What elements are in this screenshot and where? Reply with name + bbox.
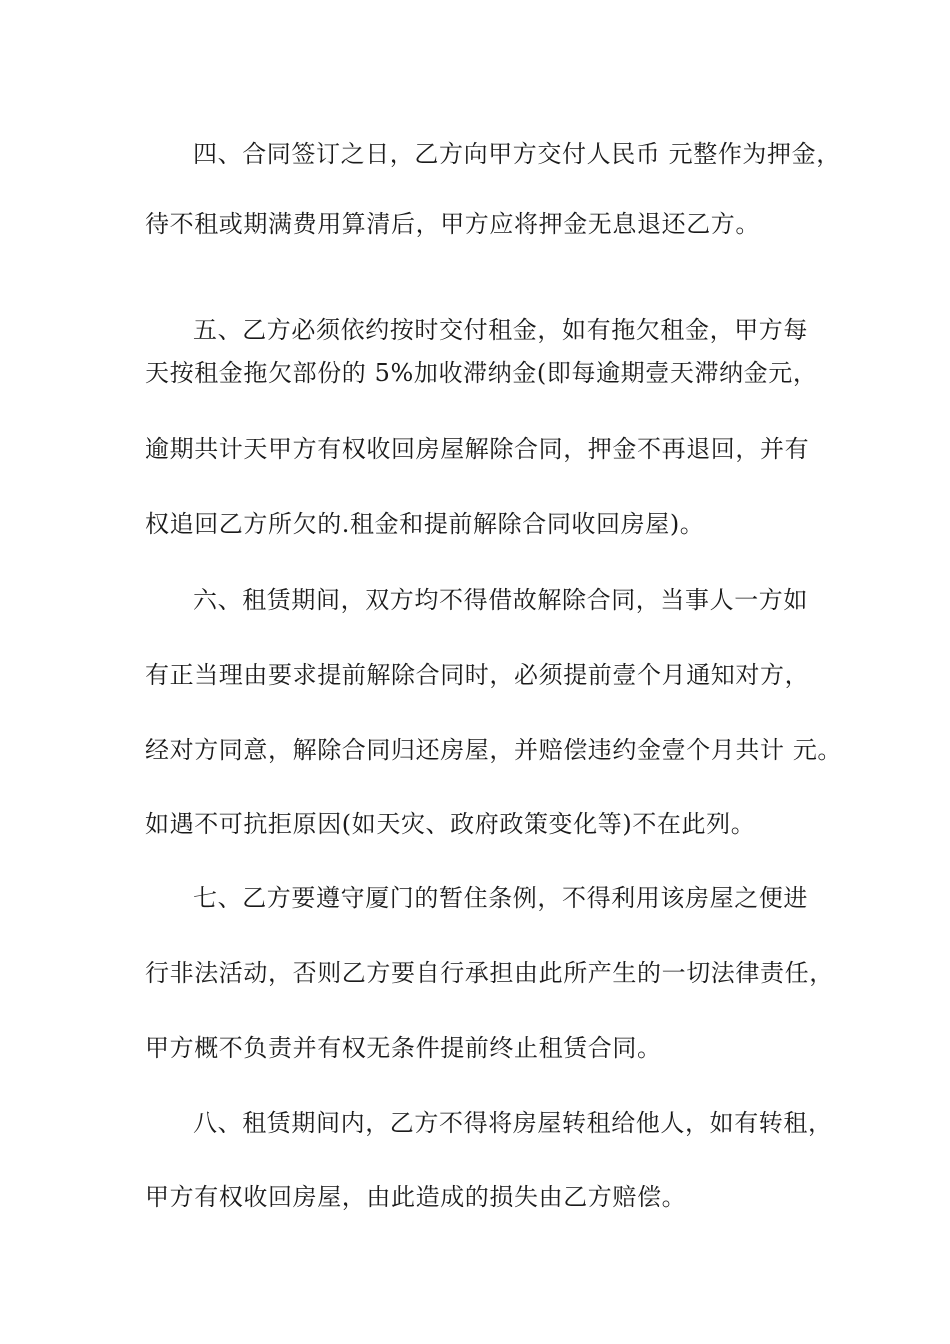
clause-8-line-1: 八、租赁期间内，乙方不得将房屋转租给他人，如有转租， [193,1109,833,1137]
clause-5-line-3: 逾期共计天甲方有权收回房屋解除合同，押金不再退回，并有 [145,435,810,463]
clause-6-line-2: 有正当理由要求提前解除合同时，必须提前壹个月通知对方， [145,661,810,689]
clause-6-line-4: 如遇不可抗拒原因(如天灾、政府政策变化等)不在此列。 [145,810,756,838]
clause-6-line-1: 六、租赁期间，双方均不得借故解除合同，当事人一方如 [193,586,808,614]
clause-5-line-4: 权追回乙方所欠的.租金和提前解除合同收回房屋)。 [145,510,705,538]
clause-4-line-1: 四、合同签订之日，乙方向甲方交付人民币 元整作为押金， [193,140,841,168]
clause-7-line-3: 甲方概不负责并有权无条件提前终止租赁合同。 [145,1034,662,1062]
clause-5-line-2: 天按租金拖欠部份的 5%加收滞纳金(即每逾期壹天滞纳金元， [145,359,818,387]
clause-5-line-1: 五、乙方必须依约按时交付租金，如有拖欠租金，甲方每 [193,316,808,344]
clause-7-line-1: 七、乙方要遵守厦门的暂住条例，不得利用该房屋之便进 [193,884,808,912]
clause-4-line-2: 待不租或期满费用算清后，甲方应将押金无息退还乙方。 [145,210,760,238]
clause-8-line-2: 甲方有权收回房屋，由此造成的损失由乙方赔偿。 [145,1183,687,1211]
clause-7-line-2: 行非法活动，否则乙方要自行承担由此所产生的一切法律责任， [145,959,834,987]
clause-6-line-3: 经对方同意，解除合同归还房屋，并赔偿违约金壹个月共计 元。 [145,736,843,764]
